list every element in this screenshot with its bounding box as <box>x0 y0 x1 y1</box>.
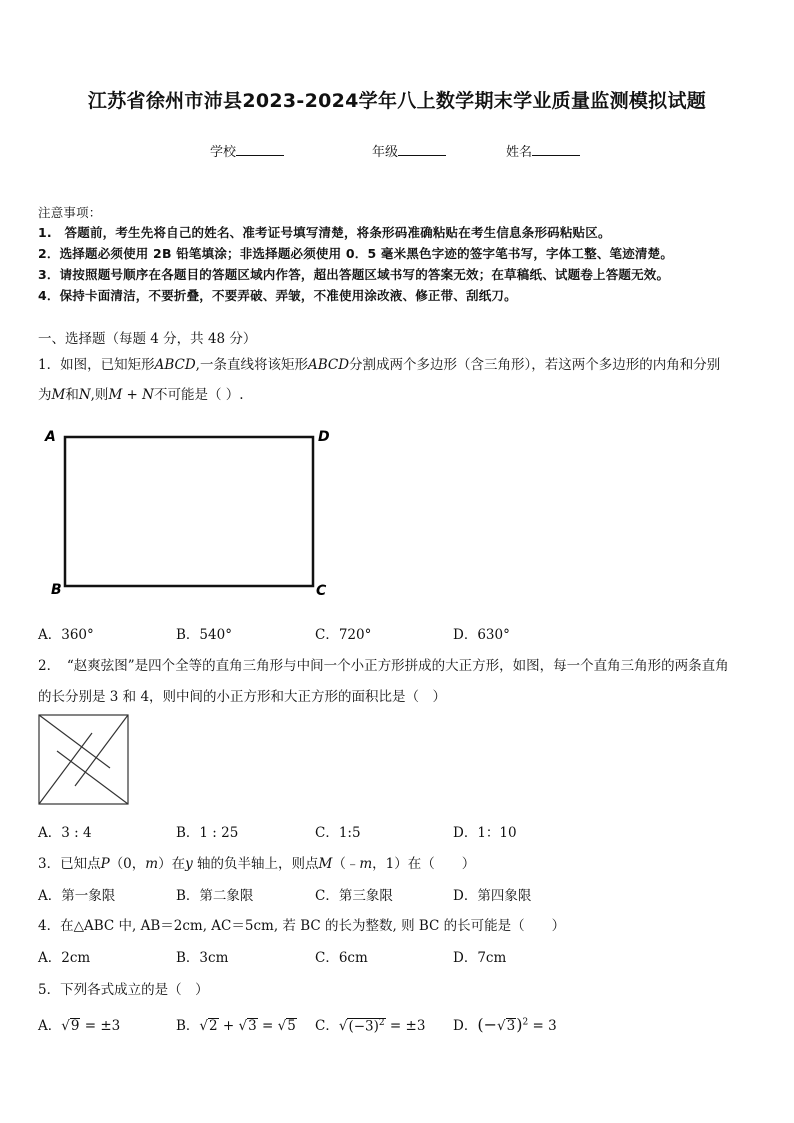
q3-option-d[interactable]: D．第四象限 <box>453 888 532 904</box>
q1-option-a[interactable]: A．360° <box>38 627 94 643</box>
label-a: A <box>45 429 56 445</box>
q2-line1: 2． “赵爽弦图”是四个全等的直角三角形与中间一个小正方形拼成的大正方形，如图，每一个直角三角形的两条直角 <box>38 658 729 674</box>
grade-label: 年级 <box>372 145 399 160</box>
q4-option-d[interactable]: D．7cm <box>453 950 507 966</box>
q2-option-b[interactable]: B．1 : 25 <box>176 825 239 841</box>
q1-option-d[interactable]: D．630° <box>453 627 510 643</box>
rectangle-abcd <box>65 437 313 586</box>
q5-line1: 5．下列各式成立的是（ ） <box>38 982 209 998</box>
notice-item: 4．保持卡面清洁，不要折叠，不要弄破、弄皱，不准使用涂改液、修正带、刮纸刀。 <box>38 288 517 303</box>
q4-option-c[interactable]: C．6cm <box>315 950 368 966</box>
notice-item: 3．请按照题号顺序在各题目的答题区域内作答，超出答题区域书写的答案无效；在草稿纸、试题卷上答题无效。 <box>38 267 670 282</box>
grade-field[interactable] <box>372 141 446 160</box>
name-blank[interactable] <box>532 143 580 156</box>
q3-option-c[interactable]: C．第三象限 <box>315 888 393 904</box>
q3-option-a[interactable]: A．第一象限 <box>38 888 116 904</box>
q2-option-a[interactable]: A．3 : 4 <box>38 825 92 841</box>
school-blank[interactable] <box>236 143 284 156</box>
notice-heading: 注意事项： <box>38 205 102 220</box>
label-b: B <box>51 582 62 598</box>
school-label: 学校 <box>210 145 237 160</box>
q1-line1: 1．如图，已知矩形ABCD,一条直线将该矩形ABCD分割成两个多边形（含三角形），若这两个多边形的内角和分别 <box>38 357 721 373</box>
label-c: C <box>316 583 327 599</box>
section-heading: 一、选择题（每题 4 分，共 48 分） <box>38 331 257 347</box>
q4-option-b[interactable]: B．3cm <box>176 950 229 966</box>
q1-option-b[interactable]: B．540° <box>176 627 232 643</box>
q5-option-b[interactable]: B．√2 + √3 = √5 <box>176 1018 296 1034</box>
q4-option-a[interactable]: A．2cm <box>38 950 91 966</box>
school-field[interactable] <box>210 141 284 160</box>
q4-line1: 4．在△ABC 中, AB＝2cm, AC＝5cm, 若 BC 的长为整数, 则 BC 的长可能是（ ） <box>38 918 566 934</box>
zhao-shuang-diagram <box>38 714 130 806</box>
name-field[interactable] <box>506 141 580 160</box>
page-title: 江苏省徐州市沛县2023-2024学年八上数学期末学业质量监测模拟试题 <box>87 90 707 112</box>
notice-item: 1. 答题前，考生先将自己的姓名、准考证号填写清楚，将条形码准确粘贴在考生信息条形码粘贴区。 <box>38 225 611 240</box>
q1-line2: 为M和N,则M + N不可能是（ ）. <box>38 387 244 403</box>
q2-option-d[interactable]: D．1：10 <box>453 825 517 841</box>
q5-option-a[interactable]: A．√9 = ±3 <box>38 1018 121 1034</box>
label-d: D <box>318 429 330 445</box>
q3-line1: 3．已知点P（0，m）在y 轴的负半轴上，则点M（﹣m，1）在（ ） <box>38 856 476 872</box>
q2-option-c[interactable]: C．1:5 <box>315 825 361 841</box>
rectangle-figure <box>40 422 340 602</box>
q2-line2: 的长分别是 3 和 4，则中间的小正方形和大正方形的面积比是（ ） <box>38 689 447 705</box>
grade-blank[interactable] <box>398 143 446 156</box>
notice-item: 2．选择题必须使用 2B 铅笔填涂；非选择题必须使用 0．5 毫米黑色字迹的签字笔书写，字体工整、笔迹清楚。 <box>38 246 674 261</box>
q5-option-d[interactable]: D．$(-√3)^2 = 3$ <box>453 1015 557 1034</box>
q5-option-c[interactable]: C．$√(-3)^2 = \pm 3$ <box>315 1017 426 1034</box>
name-label: 姓名 <box>506 145 533 160</box>
q1-option-c[interactable]: C．720° <box>315 627 372 643</box>
q3-option-b[interactable]: B．第二象限 <box>176 888 254 904</box>
